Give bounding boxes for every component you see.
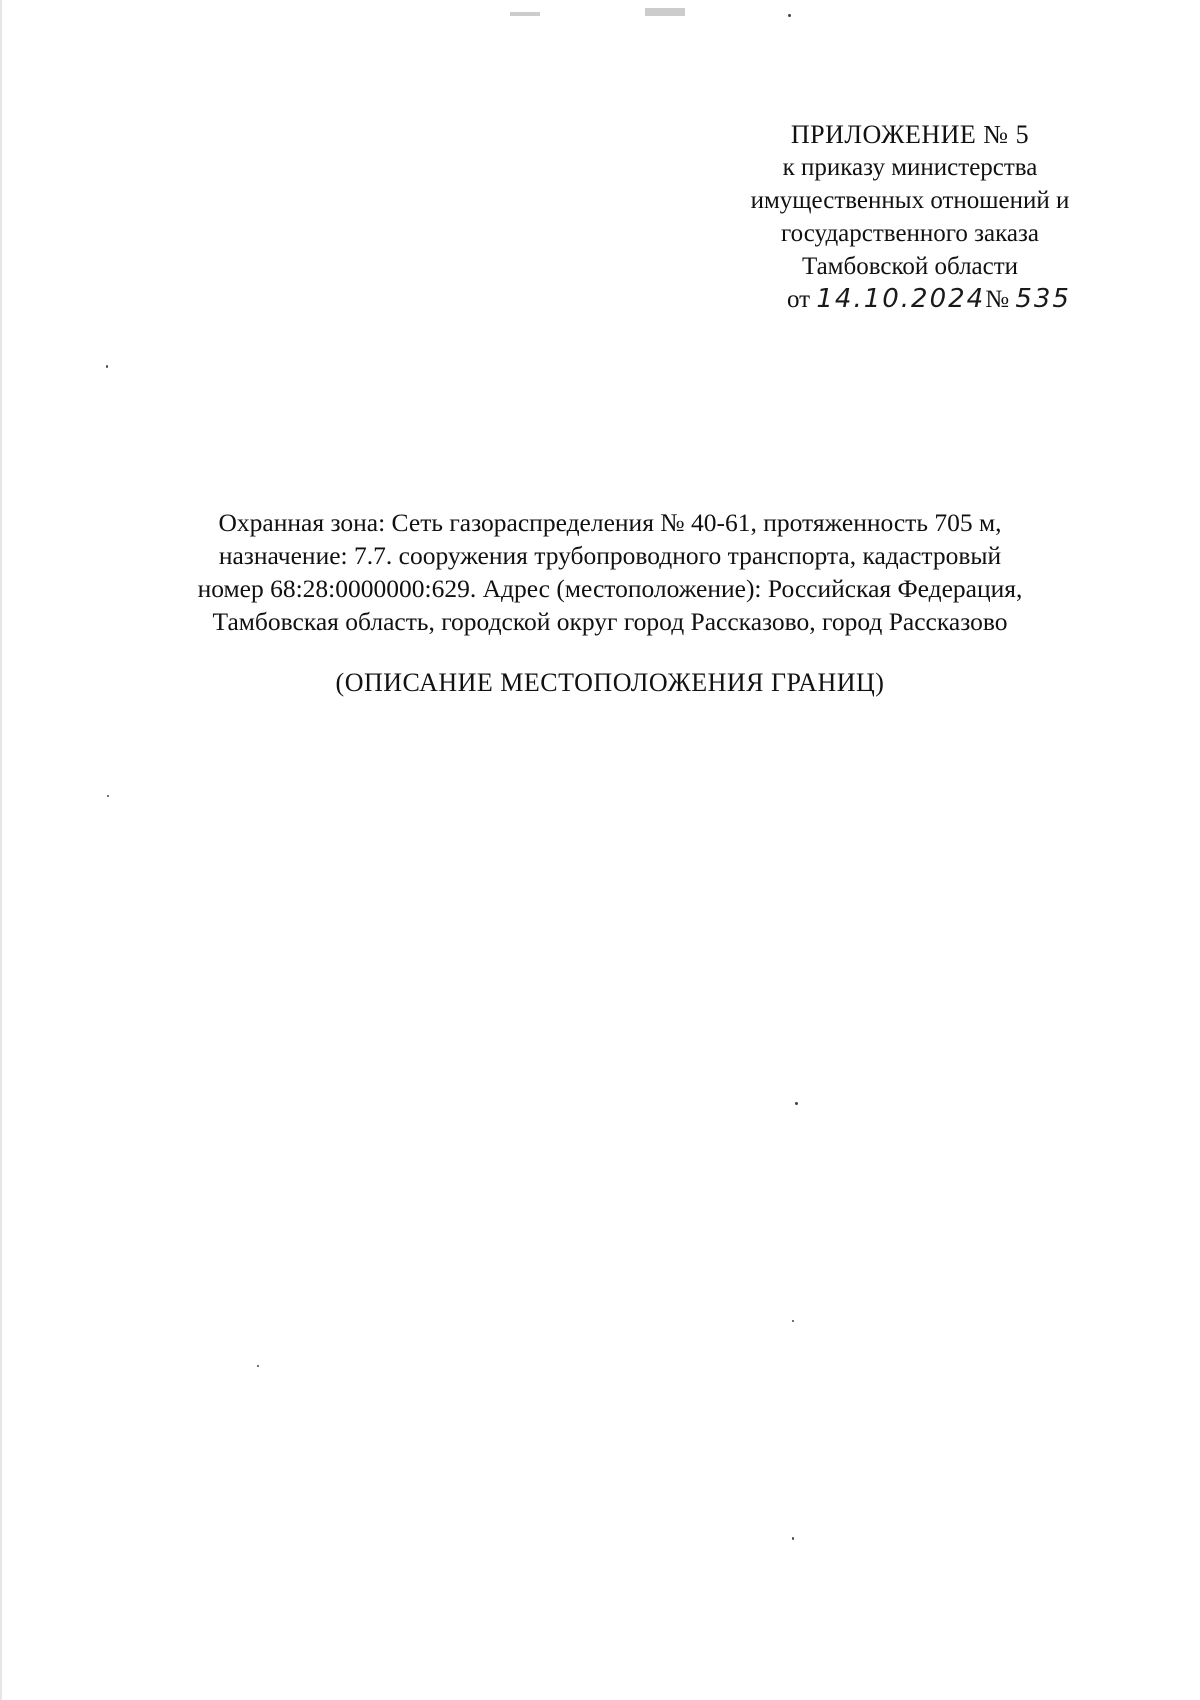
scan-speck bbox=[107, 795, 109, 797]
scan-edge-line bbox=[0, 0, 2, 1700]
body-line-1: Охранная зона: Сеть газораспределения № 40-61, протяженность 705 м, bbox=[218, 508, 1002, 537]
body-line-3: номер 68:28:0000000:629. Адрес (местоположение): Российская Федерация, bbox=[197, 574, 1023, 603]
appendix-line-3: государственного заказа bbox=[781, 220, 1039, 247]
body-line-2: назначение: 7.7. сооружения трубопроводного транспорта, кадастровый bbox=[218, 541, 1002, 570]
scan-smudge bbox=[645, 8, 685, 16]
scan-smudge bbox=[510, 12, 540, 16]
scan-speck bbox=[106, 365, 108, 368]
scan-speck bbox=[795, 1102, 798, 1105]
scan-speck bbox=[792, 1537, 794, 1540]
number-prefix: № bbox=[985, 286, 1010, 313]
protection-zone-description bbox=[140, 506, 1080, 638]
handwritten-number: 535 bbox=[1015, 284, 1071, 314]
handwritten-date: 14.10.2024 bbox=[816, 284, 986, 314]
appendix-header bbox=[720, 118, 1100, 316]
scan-speck bbox=[788, 14, 791, 17]
appendix-title: ПРИЛОЖЕНИЕ № 5 bbox=[790, 120, 1030, 149]
appendix-line-2: имущественных отношений и bbox=[750, 187, 1070, 214]
order-date-line bbox=[720, 283, 1100, 316]
scan-speck bbox=[257, 1365, 259, 1367]
section-title: (ОПИСАНИЕ МЕСТОПОЛОЖЕНИЯ ГРАНИЦ) bbox=[335, 668, 885, 697]
body-line-4: Тамбовская область, городской округ город Рассказово, город Рассказово bbox=[212, 607, 1008, 636]
date-prefix: от bbox=[787, 286, 811, 313]
appendix-line-4: Тамбовской области bbox=[801, 253, 1019, 280]
appendix-line-1: к приказу министерства bbox=[782, 154, 1038, 181]
scan-speck bbox=[792, 1320, 794, 1322]
